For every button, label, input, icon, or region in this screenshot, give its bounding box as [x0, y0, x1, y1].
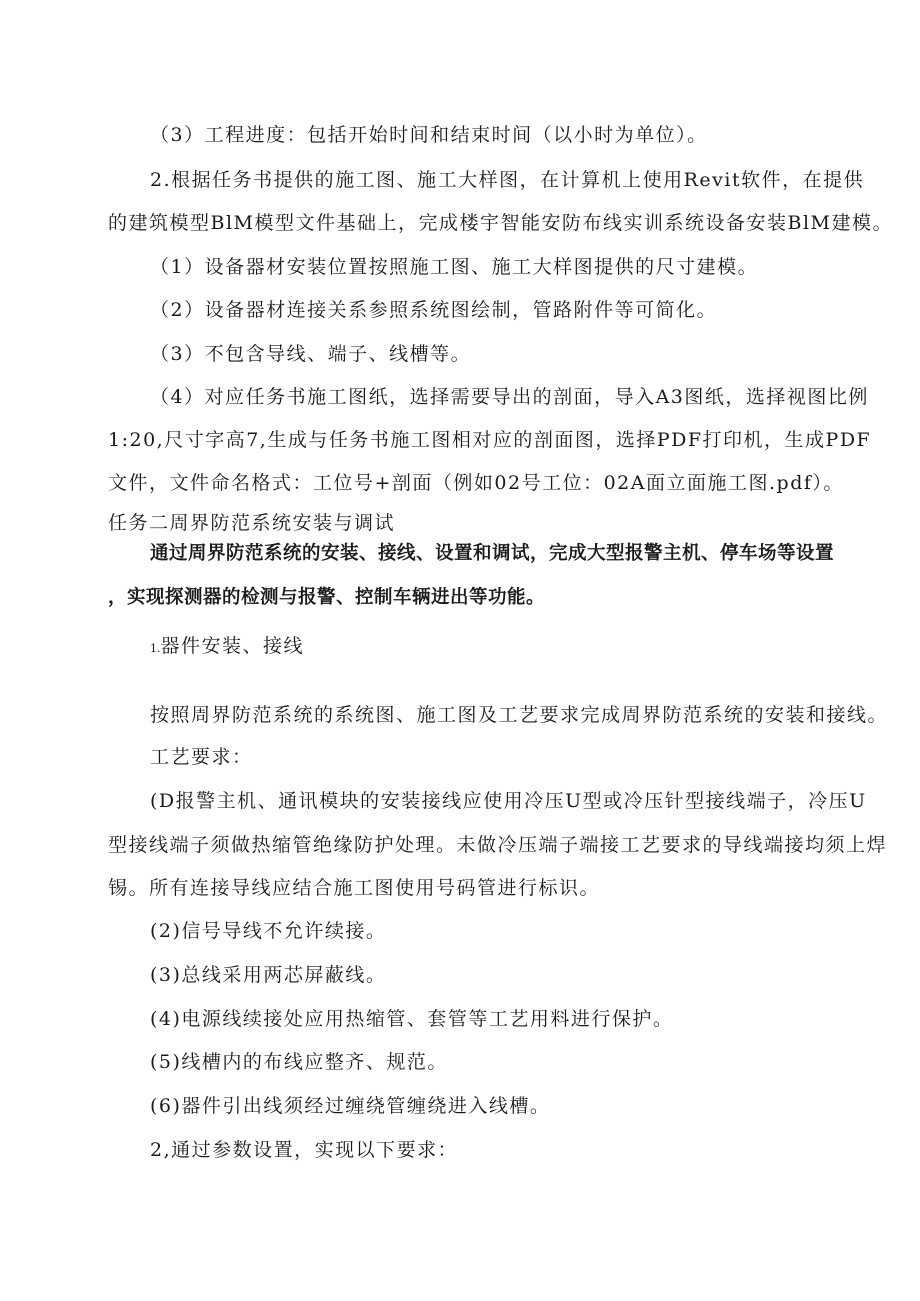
section1-body: 按照周界防范系统的系统图、施工图及工艺要求完成周界防范系统的安装和接线。 — [150, 704, 889, 726]
craft-item-5: (5)线槽内的布线应整齐、规范。 — [150, 1051, 448, 1073]
schedule-item-3: （3）工程进度：包括开始时间和结束时间（以小时为单位）。 — [150, 124, 708, 146]
craft-item-1-line1: (D报警主机、通讯模块的安装接线应使用冷压U型或冷压针型接线端子，冷压U — [150, 790, 867, 812]
section1-title-text: 器件安装、接线 — [160, 635, 305, 657]
task2-intro-line1: 通过周界防范系统的安装、接线、设置和调试，完成大型报警主机、停车场等设置 — [150, 543, 835, 564]
craft-requirements-label: 工艺要求： — [150, 746, 253, 768]
section1-number: 1. — [150, 642, 161, 655]
craft-item-2: (2)信号导线不允许续接。 — [150, 920, 387, 942]
task2-intro-line2: ，实现探测器的检测与报警、控制车辆进出等功能。 — [108, 587, 546, 608]
craft-item-1-line3: 锡。所有连接导线应结合施工图使用号码管进行标识。 — [108, 877, 601, 899]
section1-title — [150, 637, 304, 656]
craft-item-3: (3)总线采用两芯屏蔽线。 — [150, 964, 387, 986]
task2-title: 任务二周界防范系统安装与调试 — [108, 512, 396, 534]
bim-requirement-4-line3: 文件，文件命名格式：工位号+剖面（例如02号工位：02A面立面施工图.pdf）。 — [108, 472, 844, 494]
bim-requirement-4-line1: （4）对应任务书施工图纸，选择需要导出的剖面，导入A3图纸，选择视图比例 — [150, 386, 869, 408]
craft-item-6: (6)器件引出线须经过缠绕管缠绕进入线槽。 — [150, 1095, 551, 1117]
section2-title: 2,通过参数设置，实现以下要求： — [150, 1139, 459, 1161]
craft-item-4: (4)电源线续接处应用热缩管、套管等工艺用料进行保护。 — [150, 1008, 674, 1030]
bim-requirement-1: （1）设备器材安装位置按照施工图、施工大样图提供的尺寸建模。 — [150, 256, 759, 278]
task1-step2-line1: 2.根据任务书提供的施工图、施工大样图，在计算机上使用Revit软件，在提供 — [150, 169, 865, 191]
bim-requirement-3: （3）不包含导线、端子、线槽等。 — [150, 343, 472, 365]
craft-item-1-line2: 型接线端子须做热缩管绝缘防护处理。未做冷压端子端接工艺要求的导线端接均须上焊 — [108, 834, 888, 856]
bim-requirement-2: （2）设备器材连接关系参照系统图绘制，管路附件等可简化。 — [150, 299, 718, 321]
task1-step2-line2: 的建筑模型BlM模型文件基础上，完成楼宇智能安防布线实训系统设备安装BlM建模。 — [108, 212, 893, 234]
bim-requirement-4-line2: 1:20,尺寸字高7,生成与任务书施工图相对应的剖面图，选择PDF打印机，生成PDF — [108, 429, 872, 451]
